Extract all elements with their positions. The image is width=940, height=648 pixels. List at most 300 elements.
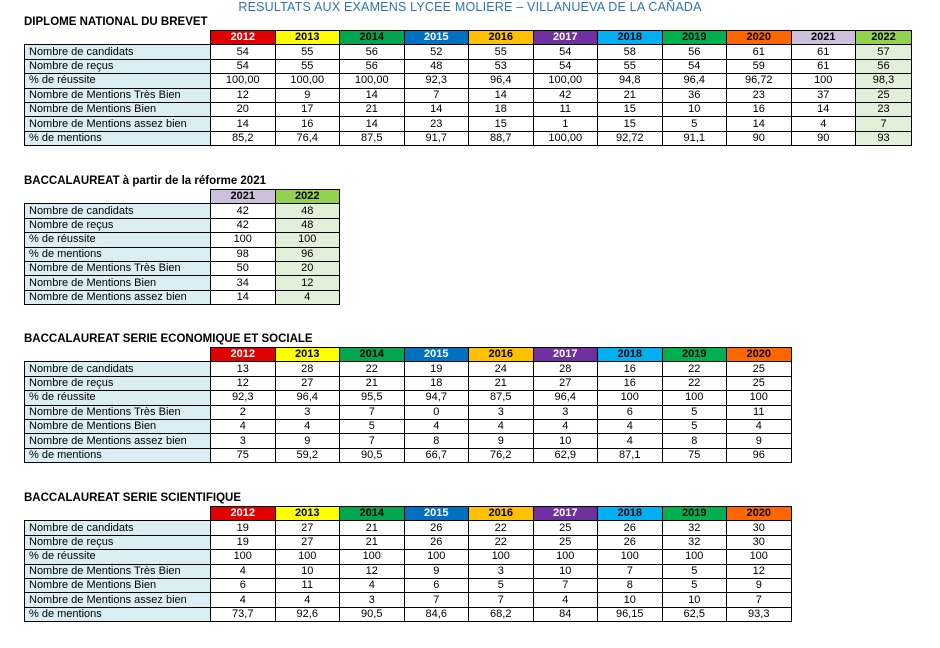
value-cell-2018: 8 — [598, 578, 663, 592]
value-cell-2020: 4 — [727, 419, 792, 433]
table-row — [25, 276, 340, 290]
value-cell-2012: 100 — [211, 550, 276, 564]
value-cell-2012: 92,3 — [211, 391, 276, 405]
table-row — [25, 218, 340, 232]
value-cell-2019: 22 — [662, 376, 727, 390]
row-label: Nombre de candidats — [25, 45, 211, 59]
value-cell-2018: 92,72 — [598, 131, 663, 145]
value-cell-2018: 4 — [598, 434, 663, 448]
value-cell-2019: 5 — [662, 419, 727, 433]
value-cell-2020: 100 — [727, 391, 792, 405]
value-cell-2012: 19 — [211, 521, 276, 535]
value-cell-2021: 61 — [791, 45, 856, 59]
table-row — [25, 204, 340, 218]
value-cell-2015: 23 — [404, 117, 469, 131]
page-title: RESULTATS AUX EXAMENS LYCEE MOLIERE – VILLANUEVA DE LA CAÑADA — [238, 0, 702, 14]
value-cell-2013: 9 — [275, 434, 340, 448]
value-cell-2016: 15 — [469, 117, 534, 131]
value-cell-2016: 53 — [469, 59, 534, 73]
row-label: Nombre de Mentions assez bien — [25, 290, 211, 304]
value-cell-2020: 14 — [727, 117, 792, 131]
value-cell-2014: 4 — [340, 578, 405, 592]
value-cell-2019: 56 — [662, 45, 727, 59]
year-header-2013: 2013 — [275, 348, 340, 362]
value-cell-2014: 21 — [340, 521, 405, 535]
value-cell-2015: 92,3 — [404, 74, 469, 88]
value-cell-2020: 9 — [727, 434, 792, 448]
value-cell-2015: 26 — [404, 535, 469, 549]
value-cell-2016: 9 — [469, 434, 534, 448]
row-label: Nombre de candidats — [25, 521, 211, 535]
year-header-2021: 2021 — [791, 31, 856, 45]
value-cell-2020: 30 — [727, 521, 792, 535]
value-cell-2018: 15 — [598, 102, 663, 116]
row-label: % de mentions — [25, 607, 211, 621]
value-cell-2017: 11 — [533, 102, 598, 116]
value-cell-2012: 4 — [211, 419, 276, 433]
value-cell-2016: 68,2 — [469, 607, 534, 621]
value-cell-2018: 21 — [598, 88, 663, 102]
value-cell-2020: 9 — [727, 578, 792, 592]
value-cell-2013: 76,4 — [275, 131, 340, 145]
year-header-2019: 2019 — [662, 348, 727, 362]
value-cell-2022: 57 — [856, 45, 912, 59]
year-header-2021: 2021 — [211, 190, 276, 204]
value-cell-2014: 14 — [340, 117, 405, 131]
header-blank-cell — [25, 507, 211, 521]
value-cell-2014: 90,5 — [340, 448, 405, 462]
year-header-2020: 2020 — [727, 507, 792, 521]
row-label: Nombre de reçus — [25, 59, 211, 73]
header-blank-cell — [25, 190, 211, 204]
value-cell-2018: 16 — [598, 362, 663, 376]
value-cell-2016: 18 — [469, 102, 534, 116]
table-row — [25, 290, 340, 304]
header-blank-cell — [25, 348, 211, 362]
year-header-2014: 2014 — [340, 507, 405, 521]
value-cell-2012: 13 — [211, 362, 276, 376]
value-cell-2022: 56 — [856, 59, 912, 73]
value-cell-2020: 25 — [727, 376, 792, 390]
table-row — [25, 102, 912, 116]
row-label: Nombre de candidats — [25, 204, 211, 218]
section-title-bac-s: BACCALAUREAT SERIE SCIENTIFIQUE — [24, 492, 242, 504]
row-label: Nombre de Mentions assez bien — [25, 117, 211, 131]
value-cell-2020: 90 — [727, 131, 792, 145]
value-cell-2021: 42 — [211, 218, 276, 232]
row-label: % de mentions — [25, 448, 211, 462]
value-cell-2022: 20 — [275, 261, 340, 275]
value-cell-2016: 22 — [469, 535, 534, 549]
year-header-row — [25, 190, 340, 204]
value-cell-2018: 87,1 — [598, 448, 663, 462]
table-row — [25, 593, 792, 607]
row-label: % de réussite — [25, 550, 211, 564]
value-cell-2019: 10 — [662, 593, 727, 607]
value-cell-2015: 48 — [404, 59, 469, 73]
value-cell-2013: 100 — [275, 550, 340, 564]
value-cell-2021: 100 — [211, 233, 276, 247]
row-label: Nombre de Mentions Très Bien — [25, 564, 211, 578]
year-header-2019: 2019 — [662, 507, 727, 521]
value-cell-2020: 96 — [727, 448, 792, 462]
year-header-2017: 2017 — [533, 348, 598, 362]
value-cell-2015: 100 — [404, 550, 469, 564]
table-row — [25, 405, 792, 419]
value-cell-2019: 100 — [662, 391, 727, 405]
table-row — [25, 131, 912, 145]
year-header-2012: 2012 — [211, 507, 276, 521]
value-cell-2022: 23 — [856, 102, 912, 116]
value-cell-2021: 37 — [791, 88, 856, 102]
table-row — [25, 535, 792, 549]
year-header-2017: 2017 — [533, 507, 598, 521]
value-cell-2015: 4 — [404, 419, 469, 433]
value-cell-2013: 17 — [275, 102, 340, 116]
value-cell-2017: 42 — [533, 88, 598, 102]
value-cell-2022: 100 — [275, 233, 340, 247]
value-cell-2015: 0 — [404, 405, 469, 419]
value-cell-2015: 52 — [404, 45, 469, 59]
value-cell-2017: 84 — [533, 607, 598, 621]
value-cell-2016: 4 — [469, 419, 534, 433]
value-cell-2012: 4 — [211, 564, 276, 578]
table-row — [25, 419, 792, 433]
value-cell-2019: 54 — [662, 59, 727, 73]
value-cell-2013: 4 — [275, 593, 340, 607]
value-cell-2019: 8 — [662, 434, 727, 448]
value-cell-2021: 100 — [791, 74, 856, 88]
value-cell-2021: 98 — [211, 247, 276, 261]
value-cell-2014: 90,5 — [340, 607, 405, 621]
table-row — [25, 74, 912, 88]
value-cell-2017: 1 — [533, 117, 598, 131]
year-header-2020: 2020 — [727, 31, 792, 45]
value-cell-2017: 3 — [533, 405, 598, 419]
row-label: % de réussite — [25, 74, 211, 88]
value-cell-2018: 100 — [598, 391, 663, 405]
value-cell-2012: 100,00 — [211, 74, 276, 88]
value-cell-2021: 14 — [791, 102, 856, 116]
table-row — [25, 550, 792, 564]
table-row — [25, 448, 792, 462]
value-cell-2022: 93 — [856, 131, 912, 145]
row-label: Nombre de Mentions assez bien — [25, 593, 211, 607]
row-label: Nombre de Mentions Bien — [25, 102, 211, 116]
row-label: % de réussite — [25, 233, 211, 247]
value-cell-2016: 3 — [469, 564, 534, 578]
table-row — [25, 362, 792, 376]
row-label: % de mentions — [25, 247, 211, 261]
value-cell-2016: 22 — [469, 521, 534, 535]
bac-reforme-section — [24, 173, 340, 305]
value-cell-2020: 61 — [727, 45, 792, 59]
value-cell-2019: 5 — [662, 405, 727, 419]
value-cell-2019: 32 — [662, 521, 727, 535]
value-cell-2012: 12 — [211, 88, 276, 102]
value-cell-2015: 7 — [404, 593, 469, 607]
value-cell-2013: 59,2 — [275, 448, 340, 462]
value-cell-2019: 32 — [662, 535, 727, 549]
value-cell-2022: 48 — [275, 204, 340, 218]
value-cell-2020: 12 — [727, 564, 792, 578]
value-cell-2015: 91,7 — [404, 131, 469, 145]
value-cell-2014: 5 — [340, 419, 405, 433]
results-table-brevet — [24, 30, 912, 146]
value-cell-2021: 4 — [791, 117, 856, 131]
value-cell-2016: 5 — [469, 578, 534, 592]
value-cell-2012: 85,2 — [211, 131, 276, 145]
value-cell-2015: 14 — [404, 102, 469, 116]
value-cell-2017: 62,9 — [533, 448, 598, 462]
year-header-2018: 2018 — [598, 348, 663, 362]
bac-es-section — [24, 331, 792, 463]
value-cell-2018: 10 — [598, 593, 663, 607]
year-header-2016: 2016 — [469, 507, 534, 521]
value-cell-2014: 21 — [340, 376, 405, 390]
value-cell-2018: 26 — [598, 521, 663, 535]
value-cell-2022: 48 — [275, 218, 340, 232]
value-cell-2019: 96,4 — [662, 74, 727, 88]
results-table-bac-s — [24, 506, 792, 622]
value-cell-2012: 20 — [211, 102, 276, 116]
value-cell-2017: 4 — [533, 593, 598, 607]
value-cell-2019: 100 — [662, 550, 727, 564]
value-cell-2018: 55 — [598, 59, 663, 73]
row-label: Nombre de reçus — [25, 218, 211, 232]
value-cell-2018: 96,15 — [598, 607, 663, 621]
value-cell-2015: 84,6 — [404, 607, 469, 621]
value-cell-2014: 14 — [340, 88, 405, 102]
value-cell-2018: 94,8 — [598, 74, 663, 88]
table-row — [25, 376, 792, 390]
value-cell-2017: 96,4 — [533, 391, 598, 405]
value-cell-2021: 14 — [211, 290, 276, 304]
value-cell-2022: 25 — [856, 88, 912, 102]
value-cell-2012: 73,7 — [211, 607, 276, 621]
table-row — [25, 578, 792, 592]
year-header-2012: 2012 — [211, 348, 276, 362]
value-cell-2021: 90 — [791, 131, 856, 145]
value-cell-2013: 100,00 — [275, 74, 340, 88]
row-label: Nombre de Mentions Très Bien — [25, 261, 211, 275]
value-cell-2014: 56 — [340, 59, 405, 73]
value-cell-2018: 100 — [598, 550, 663, 564]
value-cell-2014: 100,00 — [340, 74, 405, 88]
value-cell-2020: 7 — [727, 593, 792, 607]
value-cell-2017: 100 — [533, 550, 598, 564]
row-label: Nombre de Mentions Bien — [25, 578, 211, 592]
value-cell-2015: 6 — [404, 578, 469, 592]
value-cell-2012: 19 — [211, 535, 276, 549]
year-header-2013: 2013 — [275, 31, 340, 45]
row-label: Nombre de candidats — [25, 362, 211, 376]
value-cell-2016: 24 — [469, 362, 534, 376]
value-cell-2014: 22 — [340, 362, 405, 376]
results-table-bac-es — [24, 347, 792, 463]
value-cell-2012: 75 — [211, 448, 276, 462]
value-cell-2014: 7 — [340, 434, 405, 448]
value-cell-2014: 87,5 — [340, 131, 405, 145]
value-cell-2020: 93,3 — [727, 607, 792, 621]
value-cell-2013: 55 — [275, 45, 340, 59]
value-cell-2016: 76,2 — [469, 448, 534, 462]
value-cell-2020: 100 — [727, 550, 792, 564]
value-cell-2012: 54 — [211, 59, 276, 73]
value-cell-2018: 7 — [598, 564, 663, 578]
value-cell-2012: 14 — [211, 117, 276, 131]
value-cell-2016: 7 — [469, 593, 534, 607]
value-cell-2015: 18 — [404, 376, 469, 390]
value-cell-2013: 96,4 — [275, 391, 340, 405]
value-cell-2020: 25 — [727, 362, 792, 376]
value-cell-2013: 28 — [275, 362, 340, 376]
year-header-2016: 2016 — [469, 348, 534, 362]
brevet-section — [24, 14, 912, 146]
value-cell-2019: 5 — [662, 117, 727, 131]
value-cell-2015: 8 — [404, 434, 469, 448]
value-cell-2020: 96,72 — [727, 74, 792, 88]
value-cell-2021: 50 — [211, 261, 276, 275]
year-header-row — [25, 31, 912, 45]
year-header-2015: 2015 — [404, 507, 469, 521]
value-cell-2016: 55 — [469, 45, 534, 59]
table-row — [25, 391, 792, 405]
row-label: Nombre de Mentions Très Bien — [25, 88, 211, 102]
value-cell-2014: 7 — [340, 405, 405, 419]
value-cell-2018: 4 — [598, 419, 663, 433]
row-label: Nombre de reçus — [25, 376, 211, 390]
value-cell-2016: 14 — [469, 88, 534, 102]
value-cell-2022: 4 — [275, 290, 340, 304]
value-cell-2017: 4 — [533, 419, 598, 433]
value-cell-2019: 22 — [662, 362, 727, 376]
value-cell-2018: 15 — [598, 117, 663, 131]
year-header-2019: 2019 — [662, 31, 727, 45]
value-cell-2012: 54 — [211, 45, 276, 59]
value-cell-2017: 25 — [533, 535, 598, 549]
table-row — [25, 45, 912, 59]
value-cell-2016: 3 — [469, 405, 534, 419]
value-cell-2016: 96,4 — [469, 74, 534, 88]
year-header-2014: 2014 — [340, 348, 405, 362]
value-cell-2012: 12 — [211, 376, 276, 390]
table-row — [25, 247, 340, 261]
value-cell-2019: 91,1 — [662, 131, 727, 145]
value-cell-2012: 6 — [211, 578, 276, 592]
value-cell-2013: 11 — [275, 578, 340, 592]
table-row — [25, 261, 340, 275]
value-cell-2017: 28 — [533, 362, 598, 376]
year-header-2016: 2016 — [469, 31, 534, 45]
value-cell-2014: 3 — [340, 593, 405, 607]
row-label: Nombre de Mentions Très Bien — [25, 405, 211, 419]
value-cell-2022: 96 — [275, 247, 340, 261]
value-cell-2015: 26 — [404, 521, 469, 535]
value-cell-2012: 2 — [211, 405, 276, 419]
year-header-2018: 2018 — [598, 507, 663, 521]
value-cell-2013: 92,6 — [275, 607, 340, 621]
year-header-2014: 2014 — [340, 31, 405, 45]
value-cell-2019: 62,5 — [662, 607, 727, 621]
value-cell-2014: 21 — [340, 535, 405, 549]
year-header-2022: 2022 — [856, 31, 912, 45]
value-cell-2019: 10 — [662, 102, 727, 116]
value-cell-2017: 54 — [533, 45, 598, 59]
value-cell-2013: 10 — [275, 564, 340, 578]
value-cell-2013: 55 — [275, 59, 340, 73]
value-cell-2022: 12 — [275, 276, 340, 290]
year-header-row — [25, 507, 792, 521]
row-label: Nombre de Mentions assez bien — [25, 434, 211, 448]
value-cell-2021: 61 — [791, 59, 856, 73]
value-cell-2015: 9 — [404, 564, 469, 578]
value-cell-2018: 26 — [598, 535, 663, 549]
value-cell-2013: 27 — [275, 535, 340, 549]
table-row — [25, 233, 340, 247]
value-cell-2019: 5 — [662, 564, 727, 578]
value-cell-2020: 30 — [727, 535, 792, 549]
section-title-bac-reforme: BACCALAUREAT à partir de la réforme 2021 — [24, 175, 266, 187]
value-cell-2016: 88,7 — [469, 131, 534, 145]
year-header-2012: 2012 — [211, 31, 276, 45]
value-cell-2013: 27 — [275, 376, 340, 390]
value-cell-2020: 11 — [727, 405, 792, 419]
value-cell-2019: 75 — [662, 448, 727, 462]
table-row — [25, 434, 792, 448]
value-cell-2021: 42 — [211, 204, 276, 218]
row-label: % de mentions — [25, 131, 211, 145]
value-cell-2013: 3 — [275, 405, 340, 419]
value-cell-2016: 21 — [469, 376, 534, 390]
value-cell-2015: 7 — [404, 88, 469, 102]
value-cell-2014: 12 — [340, 564, 405, 578]
value-cell-2014: 21 — [340, 102, 405, 116]
value-cell-2014: 56 — [340, 45, 405, 59]
section-title-brevet: DIPLOME NATIONAL DU BREVET — [24, 16, 208, 28]
value-cell-2015: 66,7 — [404, 448, 469, 462]
table-row — [25, 117, 912, 131]
table-row — [25, 88, 912, 102]
year-header-2015: 2015 — [404, 31, 469, 45]
value-cell-2016: 87,5 — [469, 391, 534, 405]
value-cell-2018: 6 — [598, 405, 663, 419]
section-title-bac-es: BACCALAUREAT SERIE ECONOMIQUE ET SOCIALE — [24, 333, 313, 345]
value-cell-2017: 27 — [533, 376, 598, 390]
value-cell-2019: 36 — [662, 88, 727, 102]
value-cell-2017: 54 — [533, 59, 598, 73]
bac-s-section — [24, 490, 792, 622]
value-cell-2014: 95,5 — [340, 391, 405, 405]
value-cell-2013: 9 — [275, 88, 340, 102]
year-header-2020: 2020 — [727, 348, 792, 362]
year-header-2022: 2022 — [275, 190, 340, 204]
value-cell-2015: 19 — [404, 362, 469, 376]
value-cell-2012: 4 — [211, 593, 276, 607]
value-cell-2019: 5 — [662, 578, 727, 592]
year-header-2018: 2018 — [598, 31, 663, 45]
value-cell-2021: 34 — [211, 276, 276, 290]
row-label: Nombre de Mentions Bien — [25, 419, 211, 433]
value-cell-2018: 58 — [598, 45, 663, 59]
value-cell-2014: 100 — [340, 550, 405, 564]
row-label: Nombre de reçus — [25, 535, 211, 549]
value-cell-2013: 27 — [275, 521, 340, 535]
value-cell-2017: 25 — [533, 521, 598, 535]
header-blank-cell — [25, 31, 211, 45]
value-cell-2017: 100,00 — [533, 131, 598, 145]
value-cell-2020: 59 — [727, 59, 792, 73]
